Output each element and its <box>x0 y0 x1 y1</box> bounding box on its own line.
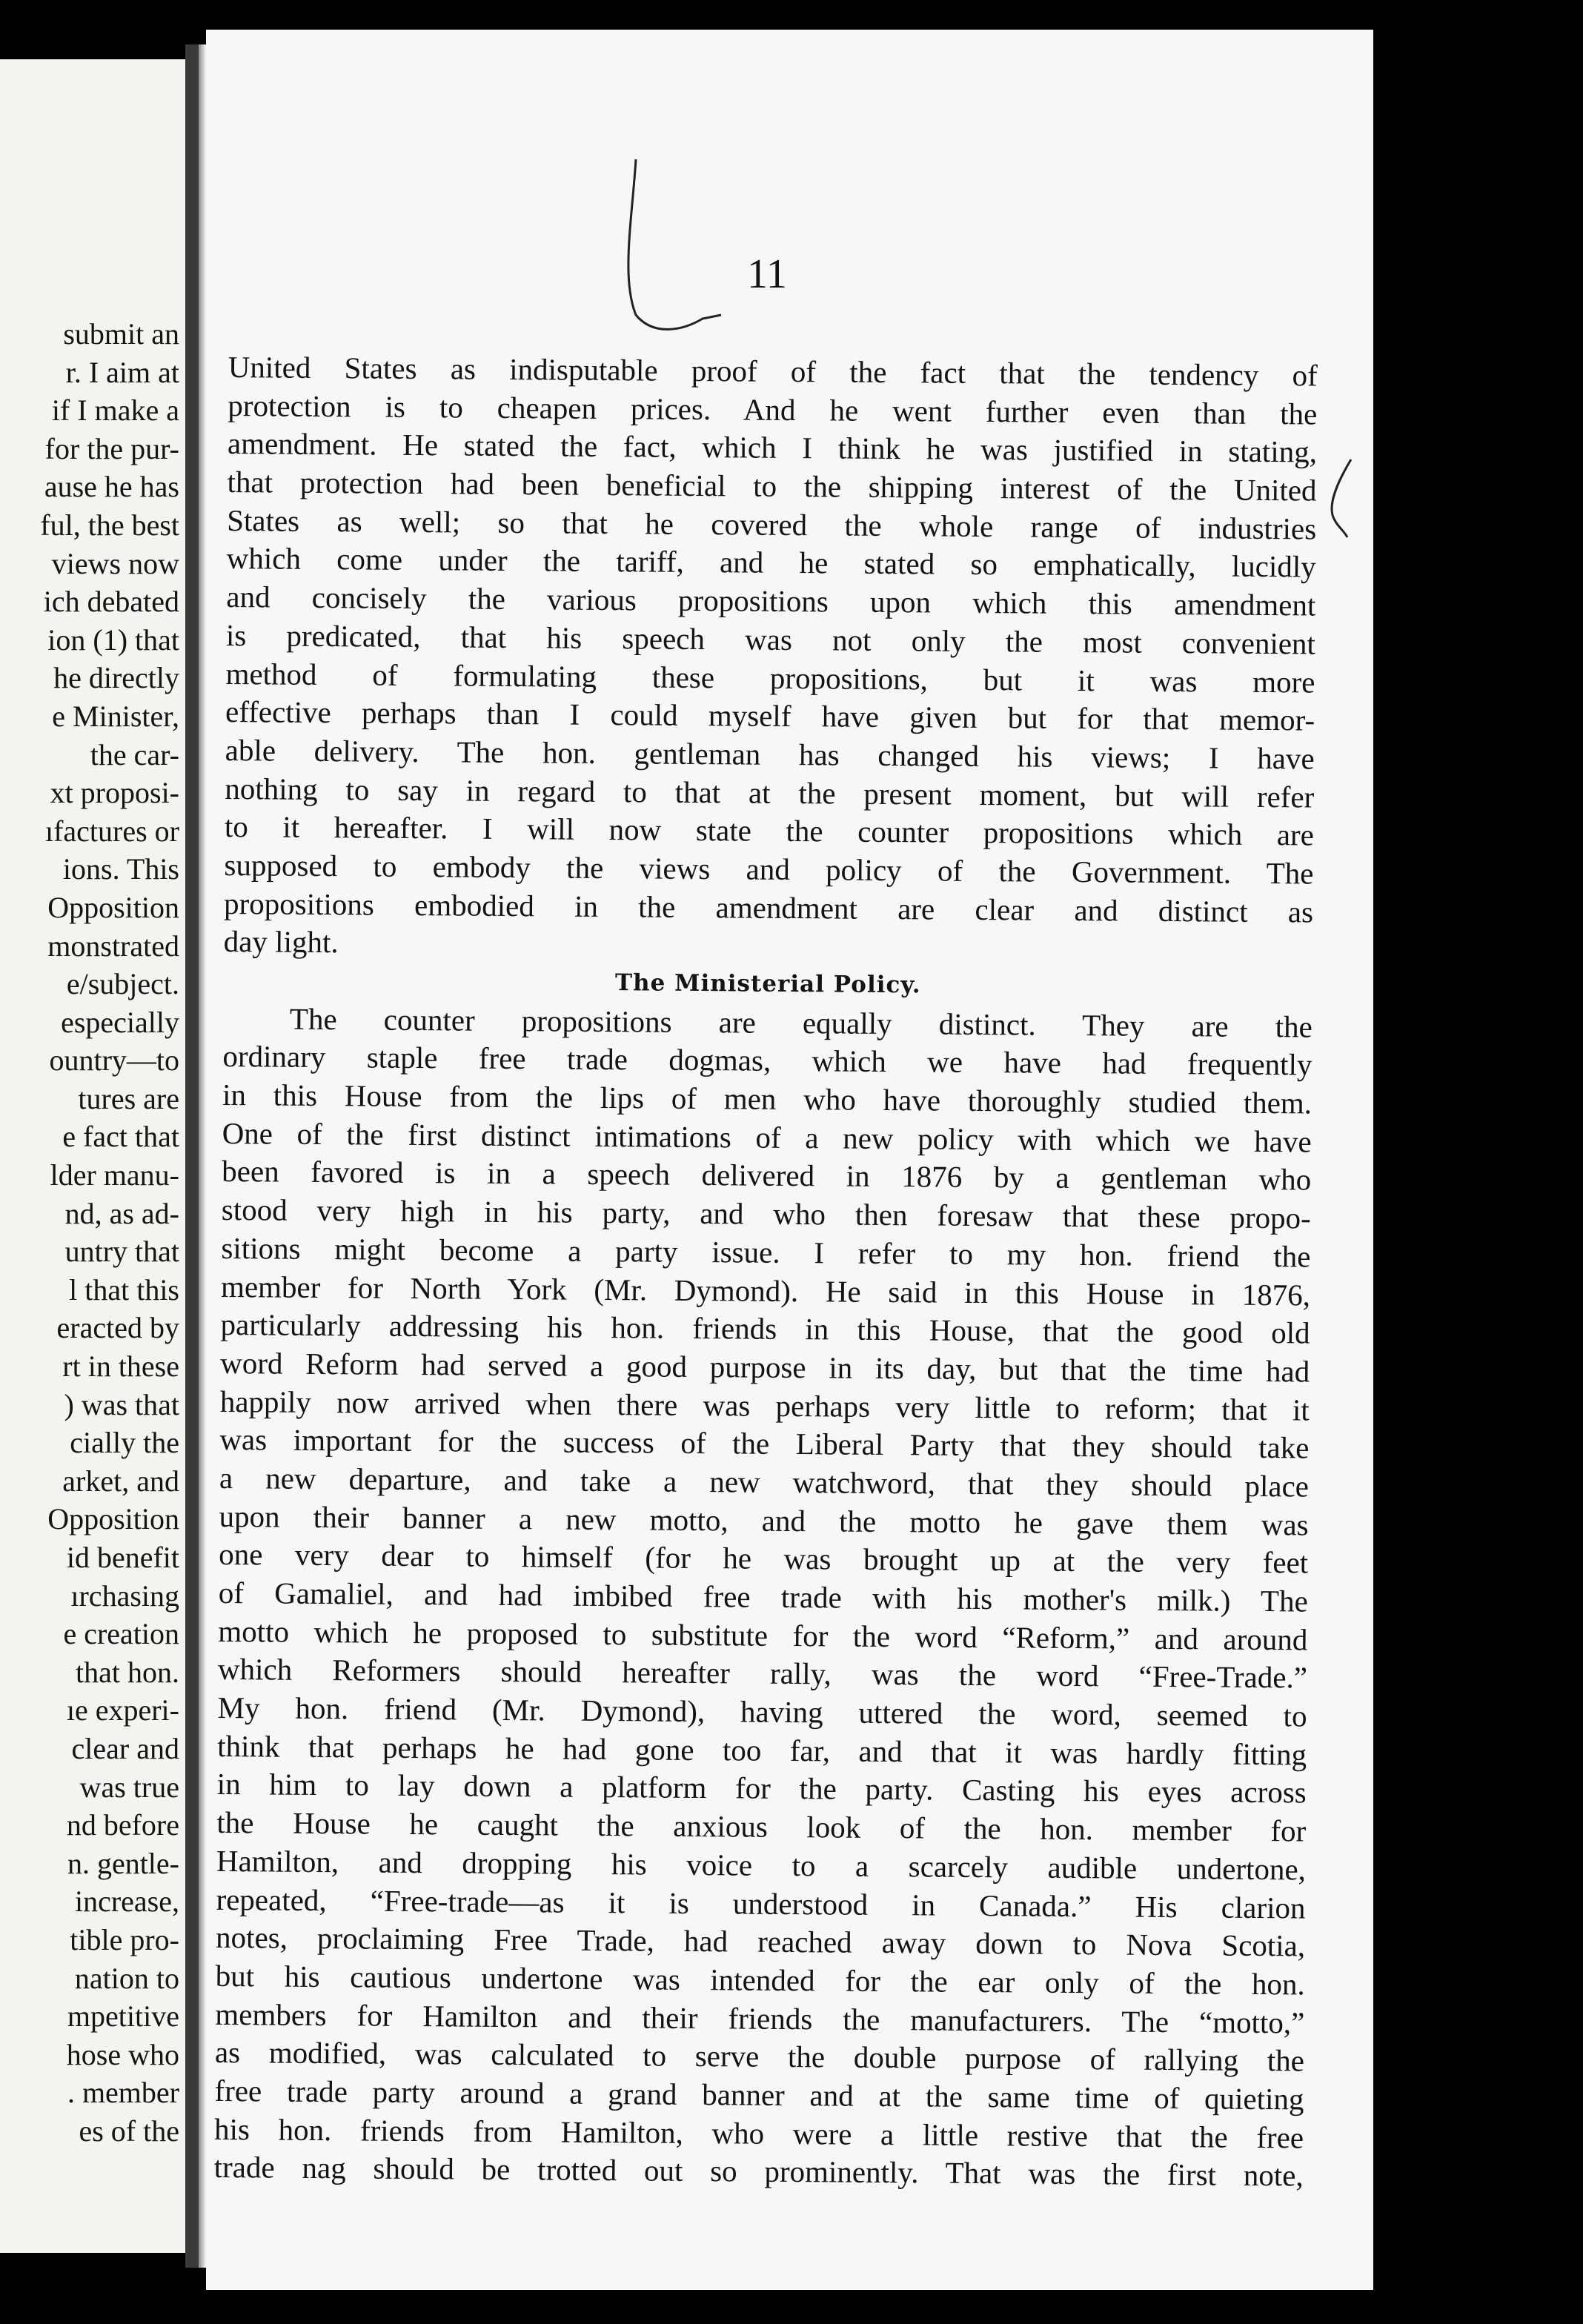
text-line: notes, proclaiming Free Trade, had reached away down to Nova Scotia, <box>215 1920 1306 1963</box>
text-line: clear and <box>71 1731 179 1765</box>
text-line: upon their banner a new motto, and the motto he gave them was <box>219 1498 1309 1542</box>
text-line: The counter propositions are equally distinct. They are the <box>289 1001 1313 1044</box>
text-line: lder manu- <box>50 1158 179 1192</box>
text-line: amendment. He stated the fact, which I think he was justified in stating, <box>227 426 1318 469</box>
text-line: the car- <box>90 737 179 771</box>
text-line: was true <box>79 1770 179 1804</box>
text-line: nothing to say in regard to that at the present moment, but will refer <box>225 771 1315 814</box>
text-line: increase, <box>74 1885 179 1919</box>
text-line: ause he has <box>44 470 179 504</box>
text-line: arket, and <box>62 1464 179 1498</box>
text-line: monstrated <box>47 929 179 963</box>
text-line: Opposition <box>47 1502 179 1536</box>
text-line: in this House from the lips of men who have thoroughly studied them. <box>222 1078 1312 1120</box>
text-line: ) was that <box>64 1387 179 1421</box>
text-line: members for Hamilton and their friends the manufacturers. The “motto,” <box>215 1996 1305 2040</box>
text-line: e creation <box>63 1617 179 1651</box>
page-body <box>214 348 1318 2195</box>
text-line: which come under the tariff, and he stated so emphatically, lucidly <box>226 541 1316 584</box>
text-line: untry that <box>64 1235 179 1269</box>
text-line: of Gamaliel, and had imbibed free trade with his mother's milk.) The <box>218 1575 1308 1618</box>
text-line: ordinary staple free trade dogmas, which we have had frequently <box>222 1039 1312 1082</box>
text-line: method of formulating these propositions, but it was more <box>225 656 1315 700</box>
pencil-mark <box>610 130 743 352</box>
left-page-text <box>0 315 179 2151</box>
text-line: trade nag should be trotted out so prominently. That was the first note, <box>213 2150 1304 2193</box>
gutter-shadow <box>199 44 206 2268</box>
right-page <box>206 30 1373 2290</box>
text-line: nation to <box>74 1961 179 1995</box>
text-line: l that this <box>69 1272 179 1307</box>
text-line: rt in these <box>62 1349 179 1384</box>
text-line: Hamilton, and dropping his voice to a scarcely audible undertone, <box>216 1843 1307 1887</box>
text-line: . member <box>67 2076 179 2110</box>
text-line: States as well; so that he covered the whole range of industries <box>226 502 1317 546</box>
text-line: hose who <box>66 2037 179 2071</box>
text-line: which Reformers should hereafter rally, was the word “Free-Trade.” <box>217 1652 1308 1695</box>
text-line: tures are <box>78 1081 179 1115</box>
text-line: United States as indisputable proof of the fact that the tendency of <box>228 349 1318 393</box>
text-line: that protection had been beneficial to the shipping interest of the United <box>227 465 1317 508</box>
text-line: been favored is in a speech delivered in 1876 by a gentleman who <box>222 1154 1312 1197</box>
text-line: e Minister, <box>52 699 179 733</box>
text-line: repeated, “Free-trade—as it is understood in Canada.” His clarion <box>216 1882 1306 1925</box>
text-line: motto which he proposed to substitute for the word “Reform,” and around <box>218 1613 1308 1657</box>
text-line: ountry—to <box>49 1043 179 1078</box>
page-number: 11 <box>747 251 787 297</box>
paragraph-2 <box>214 1000 1313 2196</box>
text-line: member for North York (Mr. Dymond). He said in this House in 1876, <box>220 1269 1311 1312</box>
text-line: nd before <box>66 1808 179 1842</box>
text-line: ıe experi- <box>66 1693 179 1727</box>
text-line: supposed to embody the views and policy of the Government. The <box>224 847 1314 891</box>
text-line: sitions might become a party issue. I refer to my hon. friend the <box>221 1230 1311 1274</box>
text-line: xt proposi- <box>50 776 179 810</box>
section-heading: The Ministerial Policy. <box>614 969 921 999</box>
text-line: was important for the success of the Liberal Party that they should take <box>219 1422 1310 1465</box>
text-line: but his cautious undertone was intended for the ear only of the hon. <box>215 1958 1305 2002</box>
text-line: e/subject. <box>66 967 179 1001</box>
text-line: is predicated, that his speech was not only the most convenient <box>225 617 1316 661</box>
paragraph-1 <box>224 348 1318 970</box>
text-line: mpetitive <box>67 1999 179 2034</box>
text-line: e fact that <box>62 1120 179 1154</box>
text-line: free trade party around a grand banner and at the same time of quieting <box>214 2073 1304 2116</box>
text-line: One of the first distinct intimations of a new policy with which we have <box>222 1115 1312 1159</box>
text-line: stood very high in his party, and who then foresaw that these propo- <box>221 1192 1312 1235</box>
text-line: in him to lay down a platform for the party. Casting his eyes across <box>216 1767 1307 1810</box>
text-line: nd, as ad- <box>64 1196 179 1230</box>
text-line: es of the <box>79 2114 179 2148</box>
text-line: effective perhaps than I could myself have given but for that memor- <box>225 694 1315 737</box>
text-line: n. gentle- <box>67 1846 179 1880</box>
text-line: he directly <box>53 661 179 695</box>
text-line: propositions embodied in the amendment are clear and distinct as <box>223 886 1314 929</box>
text-line: id benefit <box>66 1541 179 1574</box>
text-line: for the pur- <box>44 431 179 465</box>
text-line: word Reform had served a good purpose in its day, but that the time had <box>220 1345 1310 1389</box>
text-line: ful, the best <box>40 508 179 542</box>
text-line: especially <box>61 1005 179 1039</box>
text-line: Opposition <box>47 890 179 924</box>
margin-bracket-mark <box>1318 456 1362 545</box>
text-line: and concisely the various propositions upon which this amendment <box>226 580 1316 622</box>
text-line: the House he caught the anxious look of the hon. member for <box>216 1805 1307 1848</box>
text-line: eracted by <box>56 1311 179 1345</box>
text-line: think that perhaps he had gone too far, and that it was hardly fitting <box>217 1728 1307 1772</box>
left-page-fragment <box>0 59 185 2253</box>
text-line: day light. <box>223 924 339 960</box>
text-line: to it hereafter. I will now state the counter propositions which are <box>224 809 1315 852</box>
text-line: submit an <box>63 317 179 351</box>
text-line: ırchasing <box>70 1578 179 1613</box>
text-line: views now <box>51 546 179 580</box>
text-line: his hon. friends from Hamilton, who were a little restive that the free <box>213 2111 1304 2155</box>
text-line: able delivery. The hon. gentleman has changed his views; I have <box>225 732 1315 776</box>
text-line: ich debated <box>43 585 179 619</box>
text-line: protection is to cheapen prices. And he went further even than the <box>228 388 1318 431</box>
text-line: that hon. <box>76 1655 179 1689</box>
text-line: if I make a <box>51 394 179 428</box>
text-line: cially the <box>70 1426 179 1460</box>
text-line: tible pro- <box>70 1922 179 1956</box>
binding-gutter <box>185 44 199 2268</box>
text-line: particularly addressing his hon. friends in this House, that the good old <box>220 1307 1310 1350</box>
text-line: ıfactures or <box>44 814 179 848</box>
text-line: ions. This <box>62 852 179 886</box>
text-line: as modified, was calculated to serve the double purpose of rallying the <box>214 2035 1305 2078</box>
text-line: My hon. friend (Mr. Dymond), having uttered the word, seemed to <box>217 1690 1307 1733</box>
text-line: one very dear to himself (for he was brought up at the very feet <box>219 1537 1309 1580</box>
text-line: happily now arrived when there was perhaps very little to reform; that it <box>219 1384 1310 1427</box>
text-line: a new departure, and take a new watchword, that they should place <box>219 1460 1310 1504</box>
text-line: r. I aim at <box>65 355 179 389</box>
text-line: ion (1) that <box>47 622 179 657</box>
